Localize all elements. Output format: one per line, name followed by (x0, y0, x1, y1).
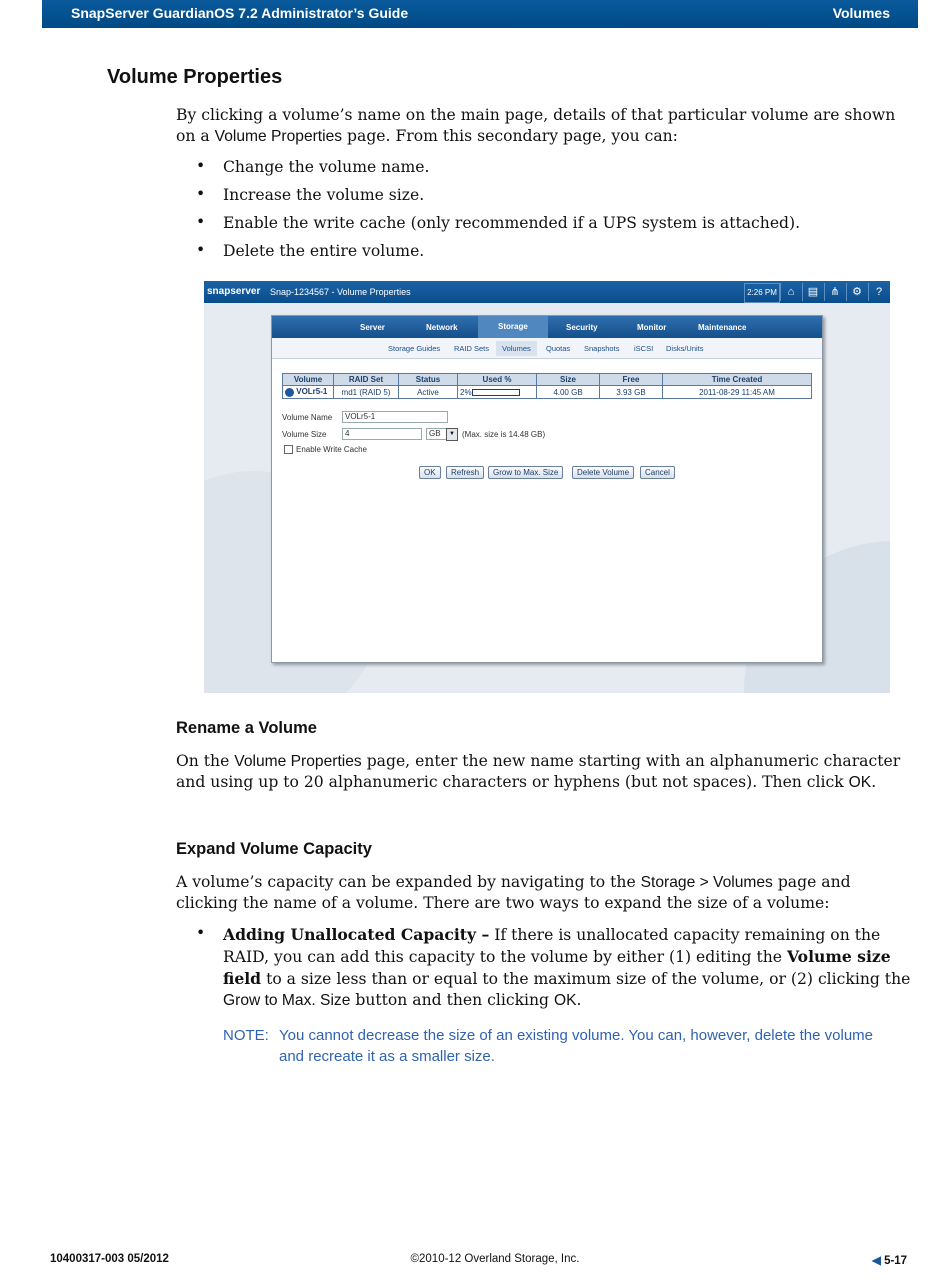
expand-paragraph (176, 872, 916, 914)
intro-paragraph (176, 105, 916, 147)
note-text: You cannot decrease the size of an existing volume. You can, however, delete the volume and recreate it as a smaller size. (279, 1027, 874, 1065)
note-label: NOTE: (223, 1027, 269, 1044)
write-cache-checkbox[interactable] (284, 445, 293, 454)
rename-paragraph (176, 751, 916, 793)
subtab-raid-sets[interactable]: RAID Sets (454, 344, 490, 353)
expand-bullet (223, 924, 917, 1011)
ok-button[interactable]: OK (419, 466, 441, 479)
expand-bullet-text-1: If there is unallocated capacity remaining on the RAID, you can add this capacity to the volume by either (1) editing the (223, 926, 881, 966)
footer-doc-id: 10400317-003 05/2012 (50, 1253, 169, 1265)
table-cell: 2011-08-29 11:45 AM (663, 386, 812, 399)
volumes-table (282, 373, 812, 399)
used-cell (458, 386, 537, 399)
tab-network[interactable]: Network (426, 323, 458, 332)
header-chapter: Volumes (832, 5, 890, 21)
subtab-disks-units[interactable]: Disks/Units (666, 344, 704, 353)
subtab-storage-guides[interactable]: Storage Guides (388, 344, 441, 353)
expand-text-1: A volume’s capacity can be expanded by navigating to the (176, 873, 636, 891)
help-icon[interactable]: ? (868, 283, 889, 301)
bullet-item: Change the volume name. (223, 158, 430, 176)
used-percent: 2% (460, 387, 472, 397)
volume-name-label: Volume Name (282, 413, 333, 422)
cancel-button[interactable]: Cancel (640, 466, 675, 479)
home-icon[interactable]: ⌂ (780, 283, 801, 301)
clock: 2:26 PM (744, 283, 780, 303)
column-header: Free (600, 374, 663, 386)
expand-bullet-ui-grow: Grow to Max. Size (223, 992, 351, 1009)
subtab-iscsi[interactable]: iSCSI (634, 344, 654, 353)
subtab-quotas[interactable]: Quotas (546, 344, 571, 353)
header-guide-title: SnapServer GuardianOS 7.2 Administrator’s Guide (71, 5, 409, 21)
section-title: Volume Properties (107, 66, 283, 88)
table-cell: md1 (RAID 5) (334, 386, 399, 399)
app-title: Snap-1234567 - Volume Properties (270, 287, 411, 297)
rename-ui-term: Volume Properties (234, 753, 362, 770)
bullet-mark: • (196, 157, 206, 175)
bullet-item: Enable the write cache (only recommended if a UPS system is attached). (223, 214, 801, 232)
refresh-button[interactable]: Refresh (446, 466, 484, 479)
rename-text-2: page, enter the new name starting with an alphanumeric character and using up to 20 alphanumeric characters or hyphens (but not spaces). Then click (176, 752, 901, 791)
app-title-bar (204, 281, 890, 303)
volume-name-field[interactable]: VOLr5-1 (342, 411, 448, 423)
column-header: Volume (283, 374, 334, 386)
sub-nav (272, 338, 822, 359)
rename-heading: Rename a Volume (176, 719, 317, 737)
max-size-note: (Max. size is 14.48 GB) (462, 430, 546, 439)
usage-bar (472, 389, 520, 396)
tab-maintenance[interactable]: Maintenance (698, 323, 747, 332)
subtab-snapshots[interactable]: Snapshots (584, 344, 620, 353)
expand-ui-term: Storage > Volumes (640, 874, 773, 891)
table-cell: Active (399, 386, 458, 399)
snapserver-logo: snapserver (207, 286, 261, 297)
rename-text-1: On the (176, 752, 230, 770)
volume-link[interactable] (283, 386, 334, 399)
grow-to-max-size-button[interactable]: Grow to Max. Size (488, 466, 563, 479)
bullet-mark: • (196, 213, 206, 231)
table-row[interactable] (283, 386, 812, 399)
expand-bullet-ui-ok: OK (554, 992, 577, 1009)
rename-ui-ok: OK (848, 774, 872, 791)
subtab-volumes[interactable]: Volumes (496, 341, 537, 356)
properties-panel (271, 315, 823, 663)
main-nav (272, 316, 822, 338)
network-icon[interactable]: ⋔ (824, 283, 845, 301)
page-header (42, 0, 918, 28)
column-header: Size (537, 374, 600, 386)
volume-icon (285, 388, 294, 397)
rename-text-3: . (871, 773, 877, 791)
expand-text-2: page and clicking the name of a volume. There are two ways to expand the size of a volume: (176, 873, 851, 912)
bullet-mark: • (196, 924, 206, 942)
intro-text-2: page. From this secondary page, you can: (347, 127, 678, 145)
tab-server[interactable]: Server (360, 323, 385, 332)
arrow-left-icon: ◀ (872, 1255, 881, 1267)
expand-bullet-bold-2: Volume size field (223, 947, 891, 988)
expand-bullet-text-2: to a size less than or equal to the maximum size of the volume, or (2) clicking the (266, 970, 911, 988)
volume-size-field[interactable]: 4 (342, 428, 422, 440)
expand-heading: Expand Volume Capacity (176, 840, 372, 858)
volume-name-cell: VOLr5-1 (296, 387, 328, 397)
volume-size-label: Volume Size (282, 430, 327, 439)
chevron-down-icon[interactable]: ▼ (446, 428, 458, 441)
column-header: Status (399, 374, 458, 386)
expand-bullet-text-4: . (576, 991, 582, 1009)
intro-ui-term: Volume Properties (214, 128, 343, 145)
server-icon[interactable]: ▤ (802, 283, 823, 301)
expand-bullet-bold: Adding Unallocated Capacity – (223, 925, 490, 944)
volume-properties-screenshot (204, 281, 890, 693)
expand-bullet-text-3: button and then clicking (355, 991, 550, 1009)
tab-security[interactable]: Security (566, 323, 598, 332)
column-header: Used % (458, 374, 537, 386)
page-number: 5-17 (884, 1255, 908, 1267)
table-cell: 3.93 GB (600, 386, 663, 399)
bullet-item: Increase the volume size. (223, 186, 425, 204)
delete-volume-button[interactable]: Delete Volume (572, 466, 634, 479)
column-header: RAID Set (334, 374, 399, 386)
footer-page (872, 1253, 907, 1267)
bullet-item: Delete the entire volume. (223, 242, 425, 260)
write-cache-label: Enable Write Cache (296, 445, 367, 454)
gear-icon[interactable]: ⚙ (846, 283, 867, 301)
footer-copyright: ©2010-12 Overland Storage, Inc. (410, 1253, 580, 1265)
table-cell: 4.00 GB (537, 386, 600, 399)
column-header: Time Created (663, 374, 812, 386)
unit-select[interactable]: GB (426, 428, 448, 440)
tab-monitor[interactable]: Monitor (637, 323, 667, 332)
tab-storage[interactable]: Storage (478, 316, 548, 338)
intro-text-1: By clicking a volume’s name on the main page, details of that particular volume are shown on a (176, 106, 896, 145)
bullet-mark: • (196, 185, 206, 203)
table-header-row (283, 374, 812, 386)
bullet-mark: • (196, 241, 206, 259)
